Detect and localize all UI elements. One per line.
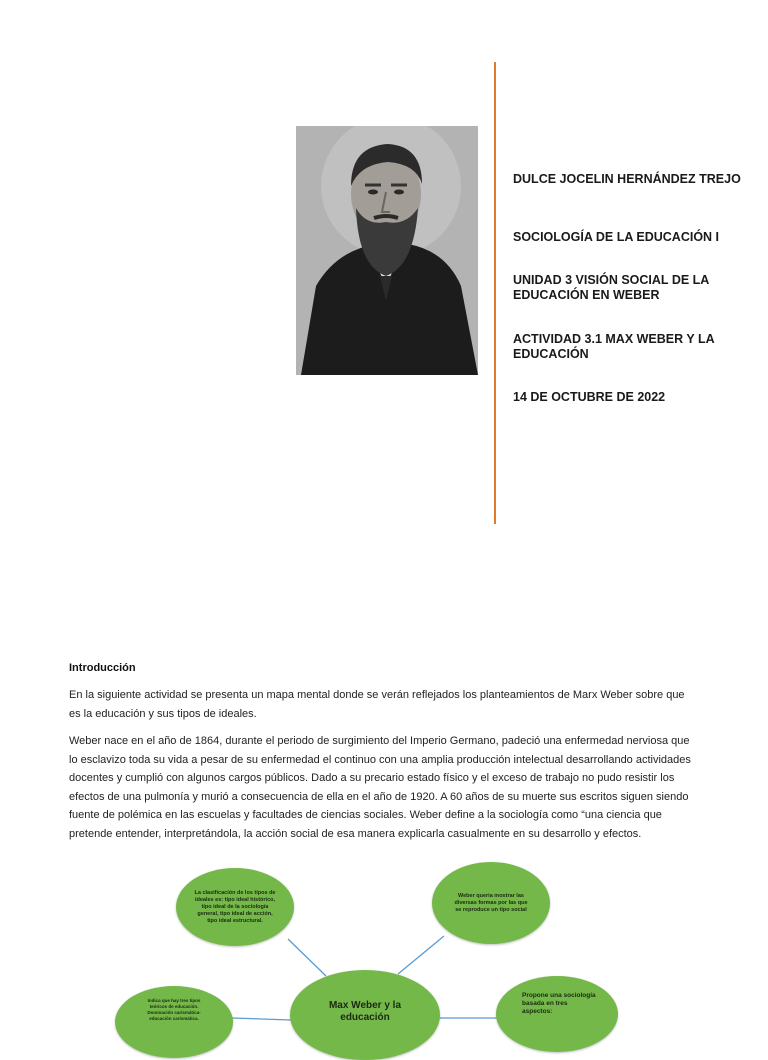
author-name: DULCE JOCELIN HERNÁNDEZ TREJO — [513, 172, 741, 186]
mindmap-node-sociology-aspects — [496, 976, 618, 1052]
intro-paragraph-1: En la siguiente actividad se presenta un mapa mental donde se verán reflejados los planteamientos de Marx Weber sobre que es la educación y sus tipos de ideales. — [69, 689, 685, 720]
connector-top-right — [398, 936, 444, 974]
mindmap-node-sociology-aspects-text: Propone una sociología basada en tres aspectos: — [522, 992, 596, 1015]
portrait-photo — [296, 126, 478, 375]
introduction-heading: Introducción — [69, 662, 136, 674]
mindmap-node-social-reproduction-text: Weber queria mostrar las diversas formas por las que se reproduce un tipo social — [454, 892, 528, 913]
portrait-illustration — [296, 126, 478, 375]
mindmap-node-social-reproduction — [432, 862, 550, 944]
course-subject: SOCIOLOGÍA DE LA EDUCACIÓN I — [513, 230, 720, 244]
mindmap-node-ideal-types-text: La clasificación de los tipos de ideales es: tipo ideal histórico, tipo ideal de la sociología general, tipo ideal de acción, tipo ideal estructural. — [194, 889, 276, 924]
connector-top-left — [288, 939, 326, 976]
orange-vertical-divider — [494, 62, 496, 524]
connector-bottom-left — [232, 1018, 291, 1020]
document-date: 14 DE OCTUBRE DE 2022 — [513, 390, 666, 404]
mindmap-center-node — [290, 970, 440, 1060]
activity-title: ACTIVIDAD 3.1 MAX WEBER Y LA EDUCACIÓN — [513, 332, 715, 361]
intro-paragraph-2: Weber nace en el año de 1864, durante el periodo de surgimiento del Imperio Germano, padeció una enfermedad nerviosa que lo esclavizo toda su vida a pesar de su enfermedad el continuo con una amplia producción intelectual desarrollando actividades docentes y cumplió con algunos cargos públicos. Dado a su precario estado físico y el exceso de trabajo no pudo resistir los efectos de una pulmonía y murió a consecuencia de ella en el año de 1920. A 60 años de su muerte sus escritos siguen siendo fuente de polémica en las escuelas y facultades de ciencias sociales. Weber define a la sociología como “una ciencia que pretende entender, interpretándola, la acción social de esa manera explicarla casualmente en su desarrollo y efectos. — [69, 735, 691, 840]
unit-title: UNIDAD 3 VISIÓN SOCIAL DE LA EDUCACIÓN EN WEBER — [513, 273, 709, 302]
mindmap-node-education-types — [115, 986, 233, 1058]
mindmap-center-text: Max Weber y la educación — [328, 1000, 402, 1023]
mind-map — [0, 850, 768, 1024]
mindmap-node-education-types-text: Indica que hay tres tipos teóricos de educación. Dominación carismática- educación carismática. — [147, 998, 201, 1021]
mindmap-node-ideal-types — [176, 868, 294, 946]
